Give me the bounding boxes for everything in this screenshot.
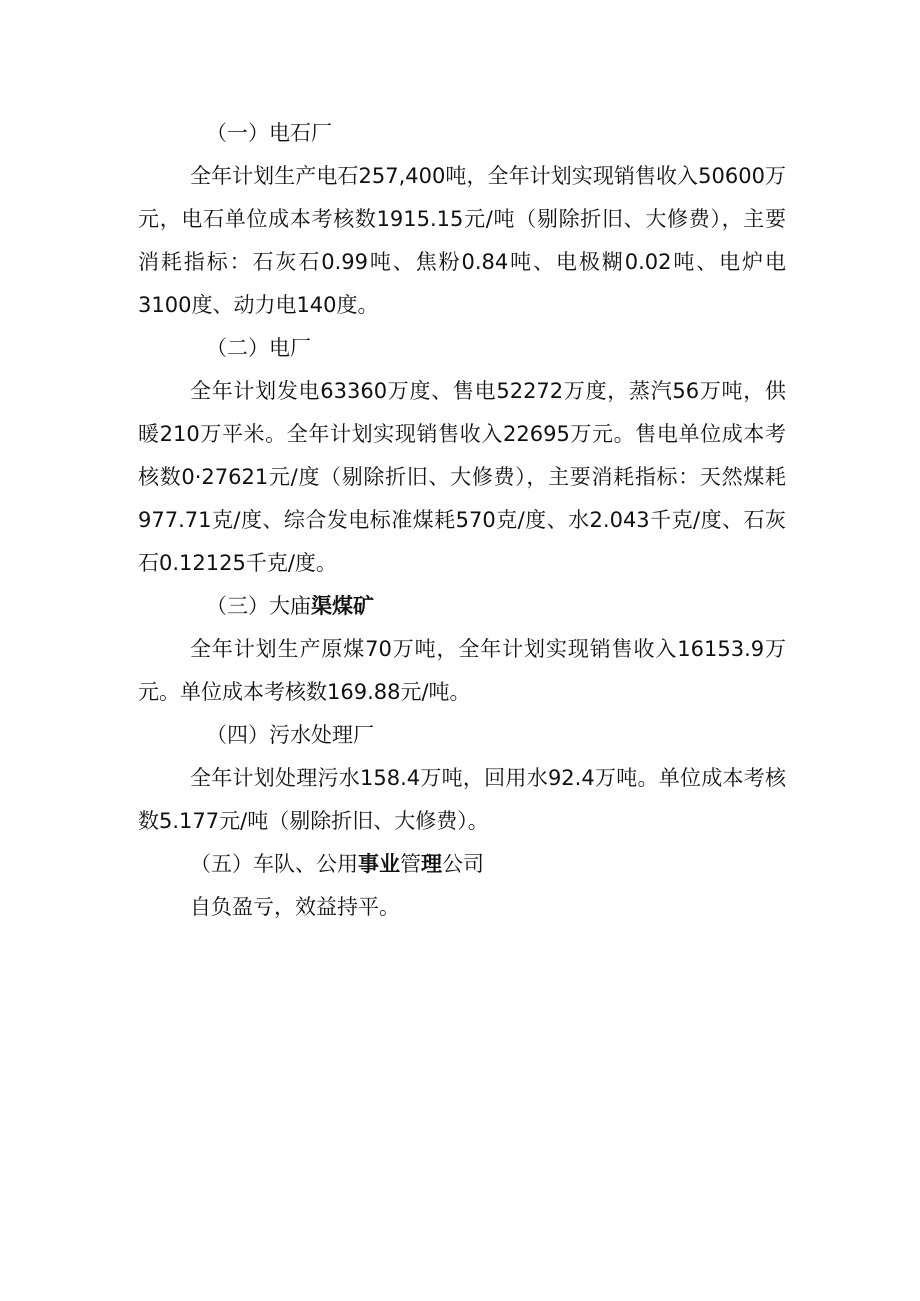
section-heading-3-plain: （三）大庙	[206, 594, 311, 618]
section-heading-5-part-4: 理	[421, 852, 442, 876]
section-heading-1: （一）电石厂	[206, 121, 332, 145]
section-body-3: 全年计划生产原煤70万吨，全年计划实现销售收入16153.9万元。单位成本考核数169.88元/吨。	[138, 637, 786, 704]
document-content	[138, 112, 786, 929]
section-body-5: 自负盈亏，效益持平。	[190, 895, 400, 919]
section-heading-4: （四）污水处理厂	[206, 723, 374, 747]
section-heading-5-part-1: （五）车队、公用	[190, 852, 358, 876]
section-heading-5	[138, 843, 786, 886]
section-heading-5-part-3: 管	[400, 852, 421, 876]
section-heading-5-part-2: 事业	[358, 852, 400, 876]
section-heading-2: （二）电厂	[206, 336, 311, 360]
section-body-4: 全年计划处理污水158.4万吨，回用水92.4万吨。单位成本考核数5.177元/吨（剔除折旧、大修费）。	[138, 766, 786, 833]
section-body-1: 全年计划生产电石257,400吨，全年计划实现销售收入50600万元，电石单位成本考核数1915.15元/吨（剔除折旧、大修费），主要消耗指标：石灰石0.99吨、焦粉0.84吨、电极糊0.02吨、电炉电3100度、动力电140度。	[138, 164, 786, 317]
section-heading-3	[138, 585, 786, 628]
section-heading-3-bold: 渠煤矿	[311, 594, 374, 618]
section-body-2: 全年计划发电63360万度、售电52272万度，蒸汽56万吨，供暖210万平米。全年计划实现销售收入22695万元。售电单位成本考核数0·27621元/度（剔除折旧、大修费），主要消耗指标：天然煤耗977.71克/度、综合发电标准煤耗570克/度、水2.043千克/度、石灰石0.12125千克/度。	[138, 379, 786, 575]
section-heading-5-part-5: 公司	[442, 852, 484, 876]
